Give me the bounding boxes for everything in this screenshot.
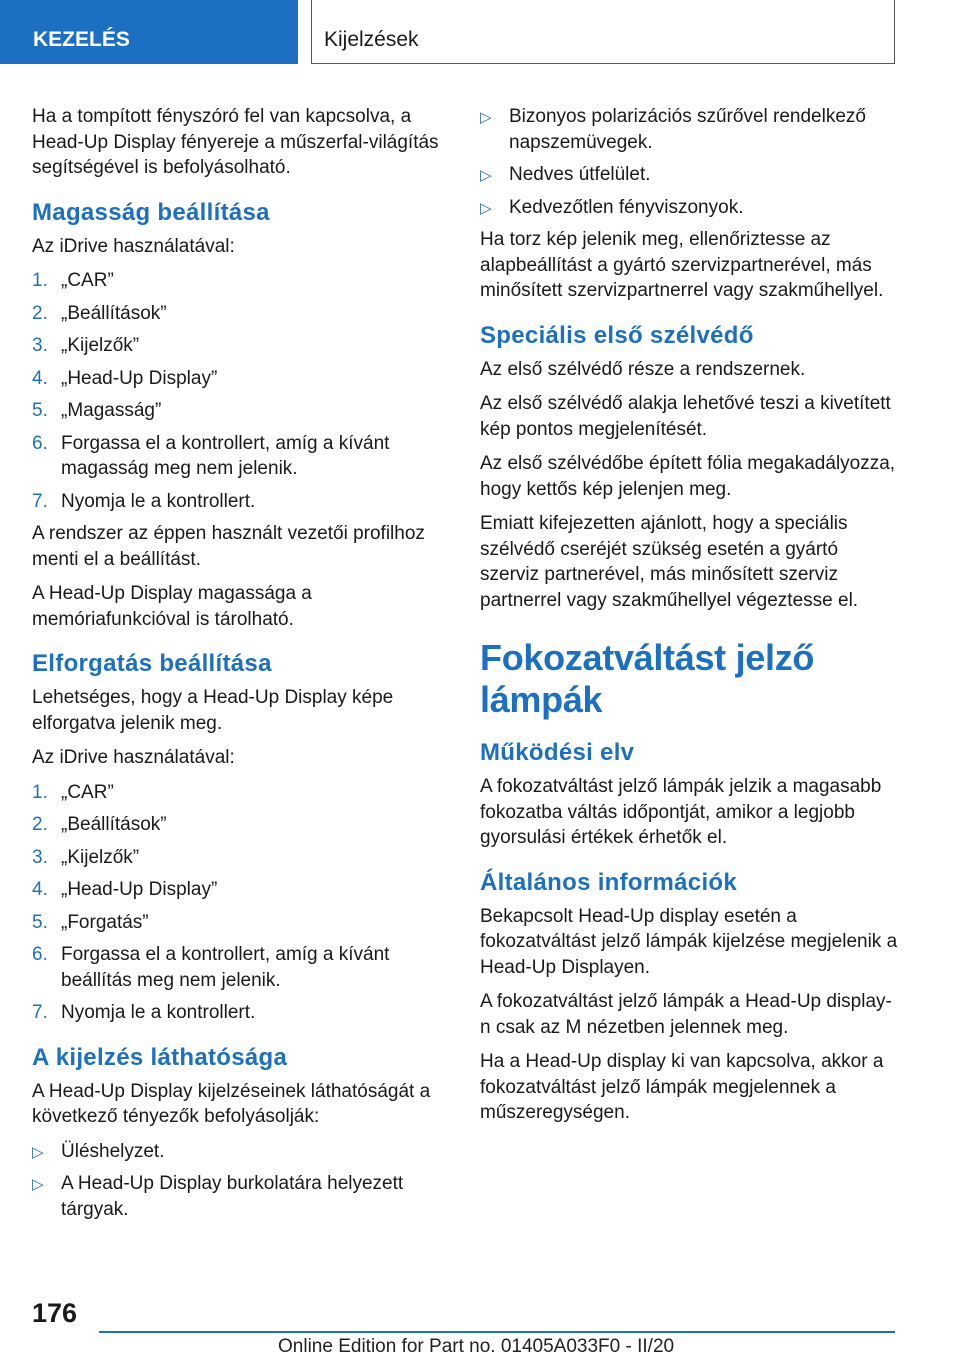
visibility-paragraph: A Head-Up Display kijelzéseinek láthatóságát a következő tényezők befolyásolják: (32, 1080, 431, 1127)
general-paragraph-3: Ha a Head-Up display ki van kapcsolva, akkor a fokozatváltást jelző lámpák megjelennek a műszeregységen. (480, 1051, 884, 1123)
step-number: 1. (32, 781, 48, 803)
page-number: 176 (32, 1298, 78, 1328)
list-item (480, 195, 900, 221)
step-text: „Head-Up Display” (61, 879, 218, 900)
step-text: „Kijelzők” (61, 335, 140, 356)
step-number: 6. (32, 432, 48, 454)
step-text: „Head-Up Display” (61, 367, 218, 389)
height-steps-list (32, 268, 452, 514)
step-number: 4. (32, 879, 48, 900)
rotation-paragraph: Lehetséges, hogy a Head-Up Display képe elforgatva jelenik meg. (32, 687, 394, 734)
step-number: 3. (32, 846, 48, 868)
list-item (32, 942, 452, 993)
height-paragraph-1: A rendszer az éppen használt vezetői profilhoz menti el a beállítást. (32, 523, 425, 570)
right-column (480, 104, 900, 1135)
list-item (32, 1000, 452, 1026)
principle-section-title: Működési elv (480, 739, 635, 766)
triangle-bullet-icon: ▷ (32, 1143, 44, 1161)
step-number: 4. (32, 367, 48, 389)
list-item (32, 910, 452, 936)
list-item (32, 489, 452, 515)
visibility-section-title: A kijelzés láthatósága (32, 1043, 288, 1071)
shift-lights-title: Fokozatváltást jelző lámpák (480, 637, 815, 720)
step-text: „Beállítások” (61, 302, 167, 324)
step-text: „CAR” (61, 270, 114, 291)
step-text: „Forgatás” (61, 911, 149, 933)
rotation-section-title: Elforgatás beállítása (32, 650, 272, 677)
bullet-text: Kedvezőtlen fényviszonyok. (509, 196, 744, 218)
rotation-lead: Az iDrive használatával: (32, 747, 235, 768)
step-number: 3. (32, 335, 48, 356)
chapter-tab: Kijelzések (311, 0, 895, 64)
step-number: 7. (32, 490, 48, 512)
step-number: 2. (32, 302, 48, 324)
step-text: „CAR” (61, 781, 114, 803)
triangle-bullet-icon: ▷ (480, 167, 492, 184)
list-item (32, 877, 452, 903)
footer-divider (99, 1331, 895, 1333)
list-item (32, 1171, 452, 1222)
windshield-paragraph-1: Az első szélvédő része a rendszernek. (480, 358, 806, 380)
intro-paragraph: Ha a tompított fényszóró fel van kapcsolva, a Head-Up Display fényereje a műszerfal-világítás segítségével is befolyásolható. (32, 106, 439, 178)
triangle-bullet-icon: ▷ (480, 199, 492, 217)
windshield-paragraph-4: Emiatt kifejezetten ajánlott, hogy a speciális szélvédő cseréjét szükség esetén a gyártó szerviz partnerével, más minősített szerviz partnerrel vagy szakműhellyel végeztesse el. (480, 513, 859, 611)
step-text: Forgassa el a kontrollert, amíg a kívánt beállítás meg nem jelenik. (61, 944, 390, 991)
principle-paragraph: A fokozatváltást jelző lámpák jelzik a magasabb fokozatba váltás időpontját, amikor a legjobb gyorsulási értékek érhetők el. (480, 776, 882, 848)
step-text: Nyomja le a kontrollert. (61, 1002, 256, 1023)
list-item (32, 1139, 452, 1165)
list-item (32, 333, 452, 359)
step-text: „Kijelzők” (61, 846, 140, 868)
windshield-paragraph-2: Az első szélvédő alakja lehetővé teszi a kivetített kép pontos megjelenítését. (480, 393, 891, 440)
distortion-paragraph: Ha torz kép jelenik meg, ellenőriztesse az alapbeállítást a gyártó szervizpartnerével, más minősített szervizpartnerrel vagy szakműhellyel. (480, 229, 884, 301)
step-number: 2. (32, 814, 48, 835)
height-paragraph-2: A Head-Up Display magassága a memóriafunkcióval is tárolható. (32, 583, 312, 630)
windshield-paragraph-3: Az első szélvédőbe épített fólia megakadályozza, hogy kettős kép jelenjen meg. (480, 453, 896, 500)
general-paragraph-1: Bekapcsolt Head-Up display esetén a fokozatváltást jelző lámpák kijelzése megjelenik a Head-Up Displayen. (480, 905, 898, 978)
step-text: Forgassa el a kontrollert, amíg a kívánt magasság meg nem jelenik. (61, 432, 390, 479)
bullet-text: Nedves útfelület. (509, 164, 651, 185)
rotation-steps-list (32, 780, 452, 1026)
step-text: Nyomja le a kontrollert. (61, 490, 256, 512)
windshield-section-title: Speciális első szélvédő (480, 321, 754, 349)
section-tab: KEZELÉS (0, 0, 298, 64)
triangle-bullet-icon: ▷ (480, 109, 492, 126)
list-item (480, 104, 900, 155)
triangle-bullet-icon: ▷ (32, 1176, 44, 1193)
visibility-bullets-continued (480, 104, 900, 220)
visibility-bullets (32, 1139, 452, 1223)
step-number: 6. (32, 944, 48, 965)
list-item (32, 301, 452, 327)
list-item (32, 845, 452, 871)
height-lead: Az iDrive használatával: (32, 235, 235, 257)
step-text: „Magasság” (61, 400, 162, 421)
list-item (32, 780, 452, 806)
list-item (32, 398, 452, 424)
bullet-text: Bizonyos polarizációs szűrővel rendelkező napszemüvegek. (509, 106, 866, 153)
list-item (32, 268, 452, 294)
general-paragraph-2: A fokozatváltást jelző lámpák a Head-Up display-n csak az M nézetben jelennek meg. (480, 991, 892, 1038)
list-item (32, 366, 452, 392)
list-item (32, 431, 452, 482)
bullet-text: Üléshelyzet. (61, 1140, 165, 1162)
step-number: 1. (32, 270, 48, 291)
bullet-text: A Head-Up Display burkolatára helyezett tárgyak. (61, 1173, 404, 1220)
height-section-title: Magasság beállítása (32, 198, 270, 226)
list-item (480, 162, 900, 188)
list-item (32, 812, 452, 838)
step-number: 5. (32, 400, 48, 421)
step-text: „Beállítások” (61, 814, 167, 835)
general-section-title: Általános információk (480, 868, 738, 896)
left-column (32, 104, 452, 1229)
step-number: 7. (32, 1002, 48, 1023)
footer-edition: Online Edition for Part no. 01405A033F0 - II/20 (278, 1336, 675, 1357)
step-number: 5. (32, 911, 48, 933)
